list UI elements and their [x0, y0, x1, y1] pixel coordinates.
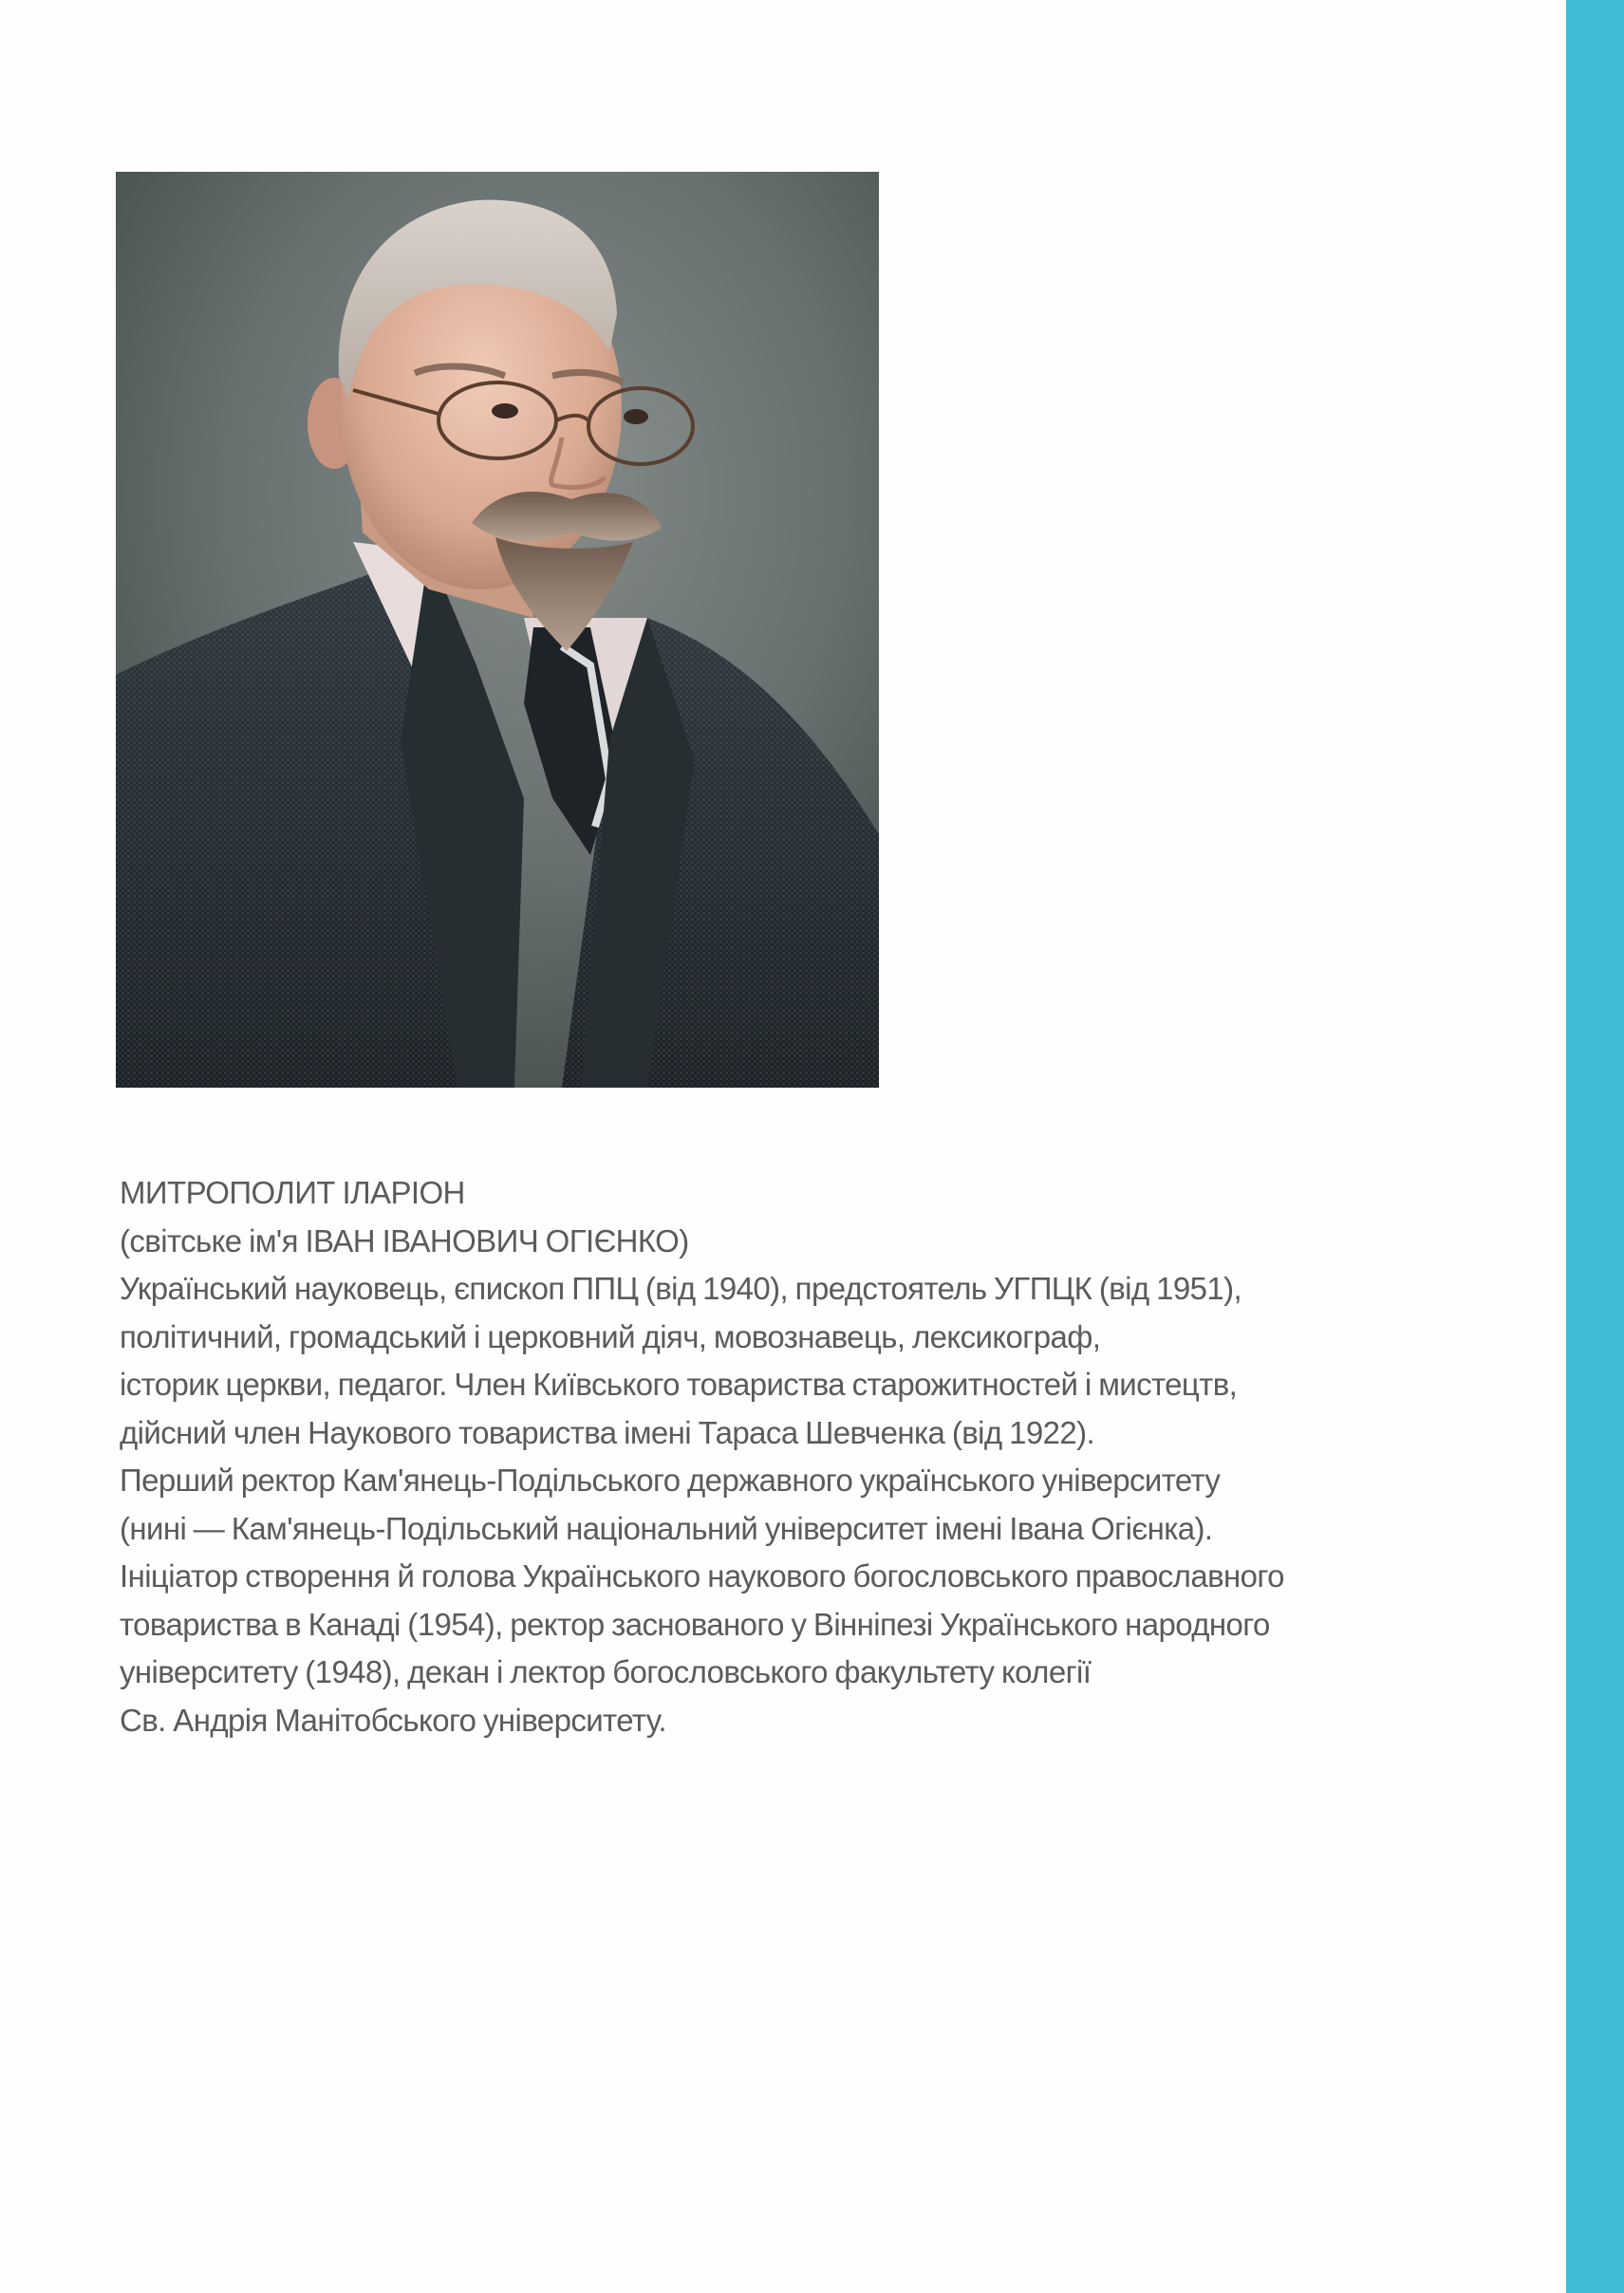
- bio-line: Український науковець, єпископ ППЦ (від 1940), предстоятель УГПЦК (від 1951),: [120, 1271, 1242, 1306]
- bio-line: товариства в Канаді (1954), ректор заснованого у Вінніпезі Українського народного: [120, 1606, 1270, 1642]
- bio-subtitle: (світське ім'я ІВАН ІВАНОВИЧ ОГІЄНКО): [120, 1222, 689, 1258]
- bio-line: Ініціатор створення й голова Українського наукового богословського православного: [120, 1558, 1284, 1594]
- bio-line: історик церкви, педагог. Член Київського товариства старожитностей і мистецтв,: [120, 1367, 1238, 1402]
- portrait-photo: [116, 172, 879, 1088]
- bio-line: дійсний член Наукового товариства імені Тараса Шевченка (від 1922).: [120, 1414, 1095, 1450]
- biography-text-block: [120, 1169, 1543, 1744]
- accent-side-bar: [1566, 0, 1624, 2293]
- bio-line: університету (1948), декан і лектор богословського факультету колегії: [120, 1654, 1092, 1689]
- bio-line: Св. Андрія Манітобського університету.: [120, 1702, 666, 1738]
- bio-title: МИТРОПОЛИТ ІЛАРІОН: [120, 1175, 465, 1210]
- bio-line: Перший ректор Кам'янець-Подільського державного українського університету: [120, 1463, 1221, 1498]
- bio-line: політичний, громадський і церковний діяч, мовознавець, лексикограф,: [120, 1318, 1101, 1354]
- bio-line: (нині — Кам'янець-Подільський національний університет імені Івана Огієнка).: [120, 1510, 1213, 1546]
- portrait-illustration: [116, 172, 879, 1088]
